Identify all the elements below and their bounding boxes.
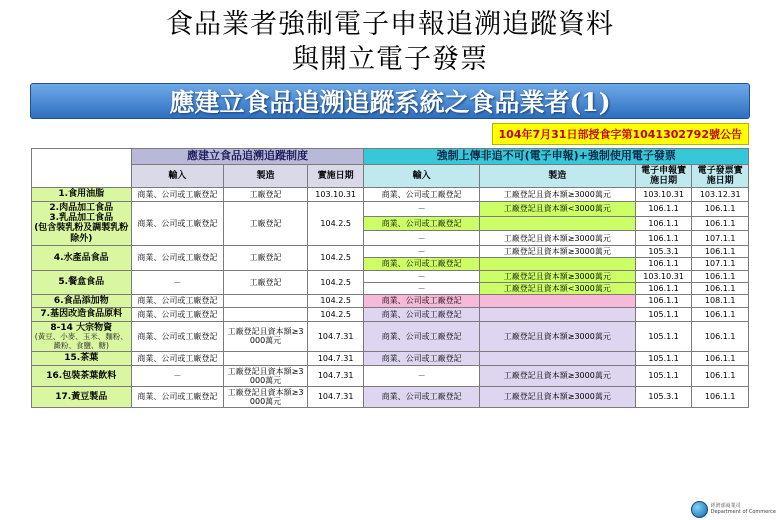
cell-right-manufacture: [479, 294, 635, 307]
cell-left-date: 104.2.5: [307, 294, 364, 307]
cell-edeclare-date: 106.1.1: [635, 294, 692, 307]
cell-left-date: 104.7.31: [307, 321, 364, 352]
announcement-notice: 104年7月31日部授食字第1041302792號公告: [492, 123, 749, 145]
section-banner: 應建立食品追溯追蹤系統之食品業者(1): [30, 83, 750, 119]
page-title-line2: 與開立電子發票: [292, 43, 488, 75]
page-title: [0, 0, 780, 77]
cell-left-date: 104.2.5: [307, 270, 364, 294]
cell-right-manufacture: 工廠登記且資本額≥3000萬元: [479, 321, 635, 352]
page-title-line1: 食品業者強制電子申報追溯追蹤資料: [166, 9, 614, 40]
table-sub-header-row: [32, 164, 749, 188]
table-row: [32, 365, 749, 386]
cell-einvoice-date: 106.1.1: [692, 216, 749, 231]
cell-left-date: 104.2.5: [307, 308, 364, 321]
cell-left-input: 商業、公司或工廠登記: [131, 246, 224, 270]
cell-right-input: 商業、公司或工廠登記: [364, 216, 479, 231]
cell-left-manufacture: 工廠登記: [224, 246, 308, 270]
cell-einvoice-date: 108.1.1: [692, 294, 749, 307]
table-row: [32, 270, 749, 282]
cell-left-input: －: [131, 365, 224, 386]
cell-right-manufacture: 工廠登記且資本額<3000萬元: [479, 201, 635, 216]
table-row: [32, 188, 749, 201]
cell-einvoice-date: 106.1.1: [692, 201, 749, 216]
cell-right-input: －: [364, 201, 479, 216]
cell-left-date: 104.2.5: [307, 201, 364, 245]
cell-einvoice-date: 103.12.31: [692, 188, 749, 201]
cell-right-manufacture: 工廠登記且資本額≥3000萬元: [479, 188, 635, 201]
subheader-einvoice-date: 電子發票實施日期: [692, 164, 749, 188]
row-category: 2.肉品加工食品 3.乳品加工食品 (包含裝乳粉及調製乳粉除外): [32, 201, 132, 245]
cell-right-input: 商業、公司或工廠登記: [364, 386, 479, 407]
table-row: [32, 201, 749, 216]
cell-right-manufacture: 工廠登記且資本額≥3000萬元: [479, 386, 635, 407]
row-category: 6.食品添加物: [32, 294, 132, 307]
table-row: [32, 294, 749, 307]
cell-edeclare-date: 106.1.1: [635, 216, 692, 231]
subheader-right-manufacture: 製造: [479, 164, 635, 188]
cell-left-manufacture: [224, 352, 308, 365]
subheader-left-date: 實施日期: [307, 164, 364, 188]
cell-right-manufacture: 工廠登記且資本額≥3000萬元: [479, 231, 635, 246]
cell-left-input: 商業、公司或工廠登記: [131, 201, 224, 245]
cell-left-manufacture: 工廠登記: [224, 188, 308, 201]
row-category: 1.食用油脂: [32, 188, 132, 201]
cell-right-manufacture: [479, 258, 635, 270]
cell-edeclare-date: 103.10.31: [635, 270, 692, 282]
table-body: [32, 188, 749, 408]
row-category: 16.包裝茶葉飲料: [32, 365, 132, 386]
cell-left-date: 103.10.31: [307, 188, 364, 201]
subheader-left-manufacture: 製造: [224, 164, 308, 188]
cell-left-manufacture: 工廠登記: [224, 270, 308, 294]
cell-right-manufacture: 工廠登記且資本額≥3000萬元: [479, 270, 635, 282]
cell-einvoice-date: 107.1.1: [692, 231, 749, 246]
cell-einvoice-date: 106.1.1: [692, 352, 749, 365]
row-category: 7.基因改造食品原料: [32, 308, 132, 321]
cell-right-input: －: [364, 365, 479, 386]
cell-left-input: －: [131, 270, 224, 294]
row-category: 4.水產品食品: [32, 246, 132, 270]
header-traceability-system: 應建立食品追溯追蹤制度: [131, 149, 364, 165]
cell-left-date: 104.7.31: [307, 365, 364, 386]
agency-name-zh: 經濟部商業司: [710, 503, 741, 510]
cell-right-manufacture: 工廠登記且資本額≥3000萬元: [479, 365, 635, 386]
cell-right-input: 商業、公司或工廠登記: [364, 308, 479, 321]
cell-einvoice-date: 106.1.1: [692, 282, 749, 294]
cell-einvoice-date: 106.1.1: [692, 386, 749, 407]
cell-right-input: 商業、公司或工廠登記: [364, 188, 479, 201]
cell-edeclare-date: 105.1.1: [635, 321, 692, 352]
cell-edeclare-date: 105.1.1: [635, 352, 692, 365]
cell-left-manufacture: 工廠登記且資本額≥3000萬元: [224, 365, 308, 386]
cell-left-input: 商業、公司或工廠登記: [131, 321, 224, 352]
table-corner-cell: [32, 149, 132, 188]
table-row: [32, 308, 749, 321]
subheader-edeclare-date: 電子申報實施日期: [635, 164, 692, 188]
cell-right-input: －: [364, 246, 479, 258]
cell-right-input: －: [364, 270, 479, 282]
cell-edeclare-date: 103.10.31: [635, 188, 692, 201]
cell-right-input: 商業、公司或工廠登記: [364, 321, 479, 352]
cell-right-manufacture: [479, 216, 635, 231]
cell-edeclare-date: 106.1.1: [635, 231, 692, 246]
row-category: 17.黃豆製品: [32, 386, 132, 407]
row-category: 5.餐盒食品: [32, 270, 132, 294]
cell-left-date: 104.2.5: [307, 246, 364, 270]
agency-name-en: Department of Commerce: [710, 508, 776, 515]
cell-right-input: －: [364, 231, 479, 246]
requirements-table: [31, 148, 749, 408]
cell-right-manufacture: [479, 308, 635, 321]
cell-left-manufacture: 工廠登記且資本額≥3000萬元: [224, 386, 308, 407]
cell-right-input: 商業、公司或工廠登記: [364, 258, 479, 270]
cell-einvoice-date: 106.1.1: [692, 365, 749, 386]
cell-edeclare-date: 106.1.1: [635, 201, 692, 216]
cell-edeclare-date: 105.1.1: [635, 308, 692, 321]
row-category: 15.茶葉: [32, 352, 132, 365]
cell-right-manufacture: [479, 352, 635, 365]
cell-right-input: －: [364, 282, 479, 294]
cell-right-input: 商業、公司或工廠登記: [364, 352, 479, 365]
cell-left-manufacture: 工廠登記且資本額≥3000萬元: [224, 321, 308, 352]
header-edeclaration-einvoice: 強制上傳非追不可(電子申報)+強制使用電子發票: [364, 149, 749, 165]
cell-left-manufacture: [224, 294, 308, 307]
cell-left-manufacture: 工廠登記: [224, 201, 308, 245]
cell-left-input: 商業、公司或工廠登記: [131, 308, 224, 321]
cell-left-input: 商業、公司或工廠登記: [131, 352, 224, 365]
cell-right-manufacture: 工廠登記且資本額≥3000萬元: [479, 246, 635, 258]
table-row: [32, 321, 749, 352]
cell-einvoice-date: 106.1.1: [692, 246, 749, 258]
cell-left-manufacture: [224, 308, 308, 321]
cell-left-date: 104.7.31: [307, 352, 364, 365]
cell-right-input: 商業、公司或工廠登記: [364, 294, 479, 307]
cell-edeclare-date: 106.1.1: [635, 282, 692, 294]
cell-einvoice-date: 106.1.1: [692, 321, 749, 352]
table-row: [32, 352, 749, 365]
agency-logo-text: [711, 504, 776, 515]
cell-edeclare-date: 106.1.1: [635, 258, 692, 270]
cell-left-input: 商業、公司或工廠登記: [131, 188, 224, 201]
table-row: [32, 386, 749, 407]
cell-left-input: 商業、公司或工廠登記: [131, 386, 224, 407]
cell-einvoice-date: 106.1.1: [692, 270, 749, 282]
cell-edeclare-date: 105.3.1: [635, 386, 692, 407]
cell-edeclare-date: 105.1.1: [635, 365, 692, 386]
agency-logo: [691, 501, 776, 518]
table-group-header-row: [32, 149, 749, 165]
cell-left-input: 商業、公司或工廠登記: [131, 294, 224, 307]
cell-right-manufacture: 工廠登記且資本額<3000萬元: [479, 282, 635, 294]
cell-left-date: 104.7.31: [307, 386, 364, 407]
row-category: 8-14 大宗物資 (黃豆、小麥、玉米、麵粉、澱粉、食鹽、糖): [32, 321, 132, 352]
subheader-left-input: 輸入: [131, 164, 224, 188]
cell-einvoice-date: 106.1.1: [692, 308, 749, 321]
subheader-right-input: 輸入: [364, 164, 479, 188]
cell-edeclare-date: 105.3.1: [635, 246, 692, 258]
cell-einvoice-date: 107.1.1: [692, 258, 749, 270]
notice-row: [31, 123, 749, 145]
globe-icon: [691, 501, 708, 518]
table-row: [32, 246, 749, 258]
